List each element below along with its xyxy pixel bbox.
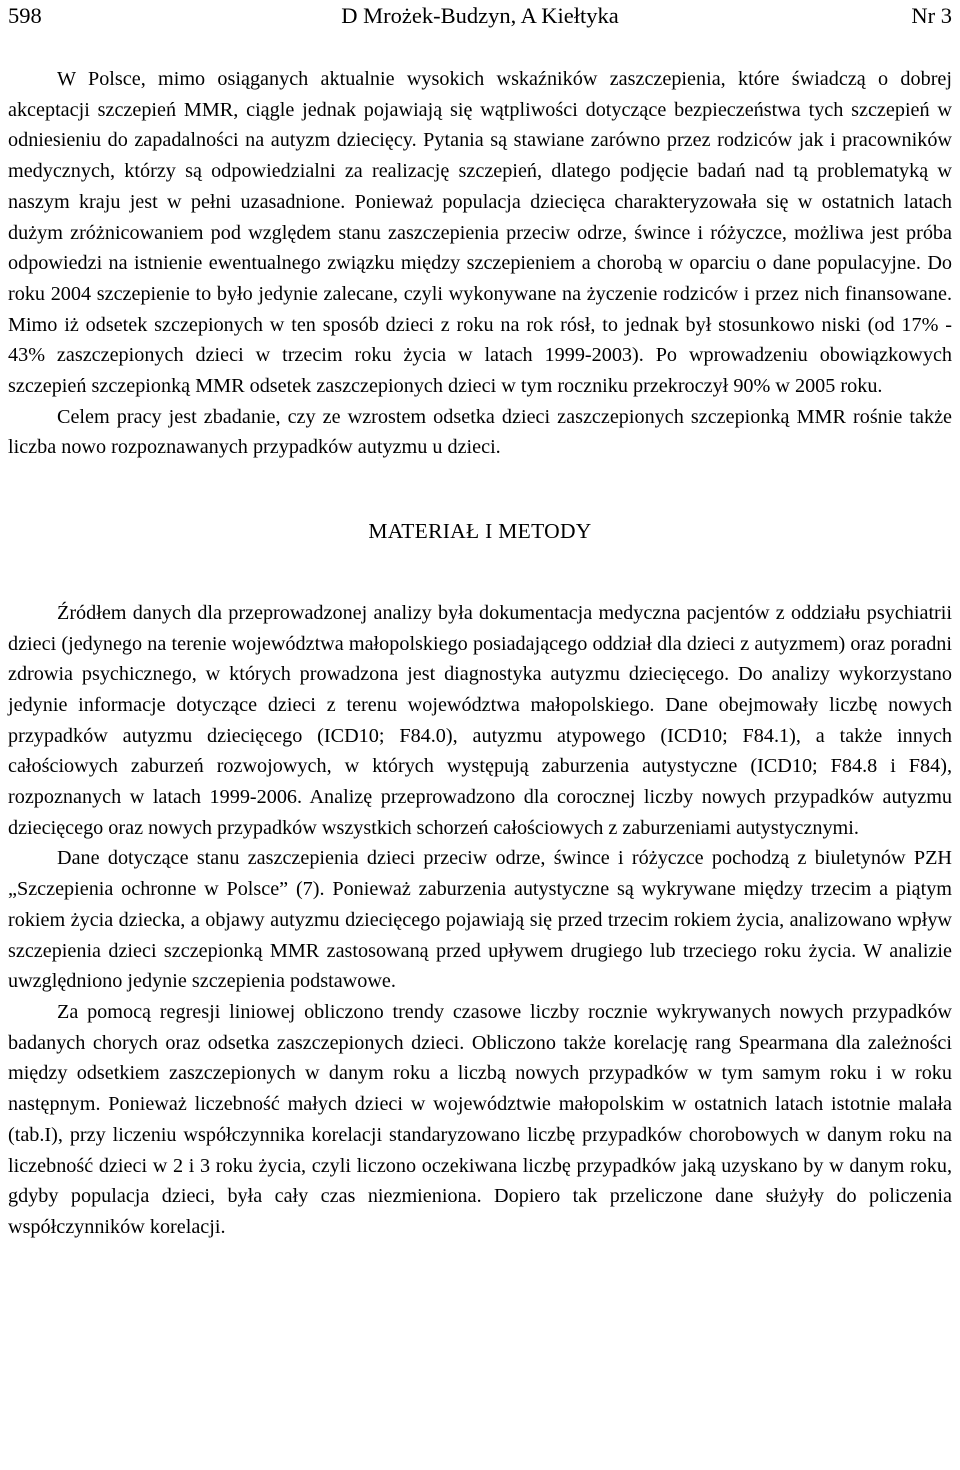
intro-paragraph-2: Celem pracy jest zbadanie, czy ze wzrostem odsetka dzieci zaszczepionych szczepionką MMR rośnie także liczba nowo rozpoznawanych przypadków autyzmu u dzieci. [8,405,952,459]
body-text [8,64,952,1243]
section-heading: MATERIAŁ I METODY [368,519,592,544]
page-number: 598 [8,3,42,28]
running-authors: D Mrożek-Budzyn, A Kiełtyka [341,3,619,28]
method-paragraph-2: Dane dotyczące stanu zaszczepienia dzieci przeciw odrze, śwince i różyczce pochodzą z biuletynów PZH „Szczepienia ochronne w Polsce” (7). Ponieważ zaburzenia autystyczne są wykrywane między trzecim a piątym rokiem życia dziecka, a objawy autyzmu dziecięcego pojawiają się przed trzecim rokiem życia, analizowano wpływ szczepienia dzieci szczepionką MMR zastosowaną przed upływem drugiego lub trzeciego roku życia. W analizie uwzględniono jedynie szczepienia podstawowe. [8,847,952,993]
method-paragraph-1: Źródłem danych dla przeprowadzonej analizy była dokumentacja medyczna pacjentów z oddziału psychiatrii dzieci (jedynego na terenie województwa małopolskiego posiadającego oddział dla dzieci z autyzmem) oraz poradni zdrowia psychicznego, w których prowadzona jest diagnostyka autyzmu dziecięcego. Do analizy wykorzystano jedynie informacje dotyczące dzieci z terenu województwa małopolskiego. Dane obejmowały liczbę nowych przypadków autyzmu dziecięcego (ICD10; F84.0), autyzmu atypowego (ICD10; F84.1), a także innych całościowych zaburzeń rozwojowych, w których występują zaburzenia autystyczne (ICD10; F84.8 i F84), rozpoznanych w latach 1999-2006. Analizę przeprowadzono dla corocznej liczby nowych przypadków autyzmu dziecięcego oraz nowych przypadków wszystkich schorzeń całościowych z zaburzeniami autystycznymi. [8,601,952,839]
running-header [8,2,952,30]
issue-number: Nr 3 [911,3,952,28]
method-paragraph-3: Za pomocą regresji liniowej obliczono trendy czasowe liczby rocznie wykrywanych nowych przypadków badanych chorych oraz odsetka zaszczepionych dzieci. Obliczono także korelację rang Spearmana dla zależności między odsetkiem zaszczepionych w danym roku a liczbą nowych przypadków w tym samym roku i w roku następnym. Ponieważ liczebność małych dzieci w województwie małopolskim w ostatnich latach istotnie malała (tab.I), przy liczeniu współczynnika korelacji standaryzowano liczbę przypadków chorobowych w danym roku na liczebność dzieci w 2 i 3 roku życia, czyli liczono oczekiwana liczbę przypadków jaką uzyskano by w danym roku, gdyby populacja dzieci, była cały czas niezmieniona. Dopiero tak przeliczone dane służyły do policzenia współczynników korelacji. [8,1000,952,1238]
intro-paragraph-1: W Polsce, mimo osiąganych aktualnie wysokich wskaźników zaszczepienia, które świadczą o dobrej akceptacji szczepień MMR, ciągle jednak pojawiają się wątpliwości dotyczące bezpieczeństwa tych szczepień w odniesieniu do zapadalności na autyzm dziecięcy. Pytania są stawiane zarówno przez rodziców jak i pracowników medycznych, którzy są odpowiedzialni za realizację szczepień, dlatego podjęcie badań nad tą problematyką w naszym kraju jest w pełni uzasadnione. Ponieważ populacja dziecięca charakteryzowała się w ostatnich latach dużym zróżnicowaniem pod względem stanu zaszczepienia przeciw odrze, śwince i różyczce, możliwa jest próba odpowiedzi na istnienie ewentualnego związku między szczepieniem a chorobą w oparciu o dane populacyjne. Do roku 2004 szczepienie to było jedynie zalecane, czyli wykonywane na życzenie rodziców i przez nich finansowane. Mimo iż odsetek szczepionych w ten sposób dzieci z roku na rok rósł, to jednak był stosunkowo niski (od 17% - 43% zaszczepionych dzieci w trzecim roku życia w latach 1999-2003). Po wprowadzeniu obowiązkowych szczepień szczepionką MMR odsetek zaszczepionych dzieci w tym roczniku przekroczył 90% w 2005 roku. [8,68,952,398]
